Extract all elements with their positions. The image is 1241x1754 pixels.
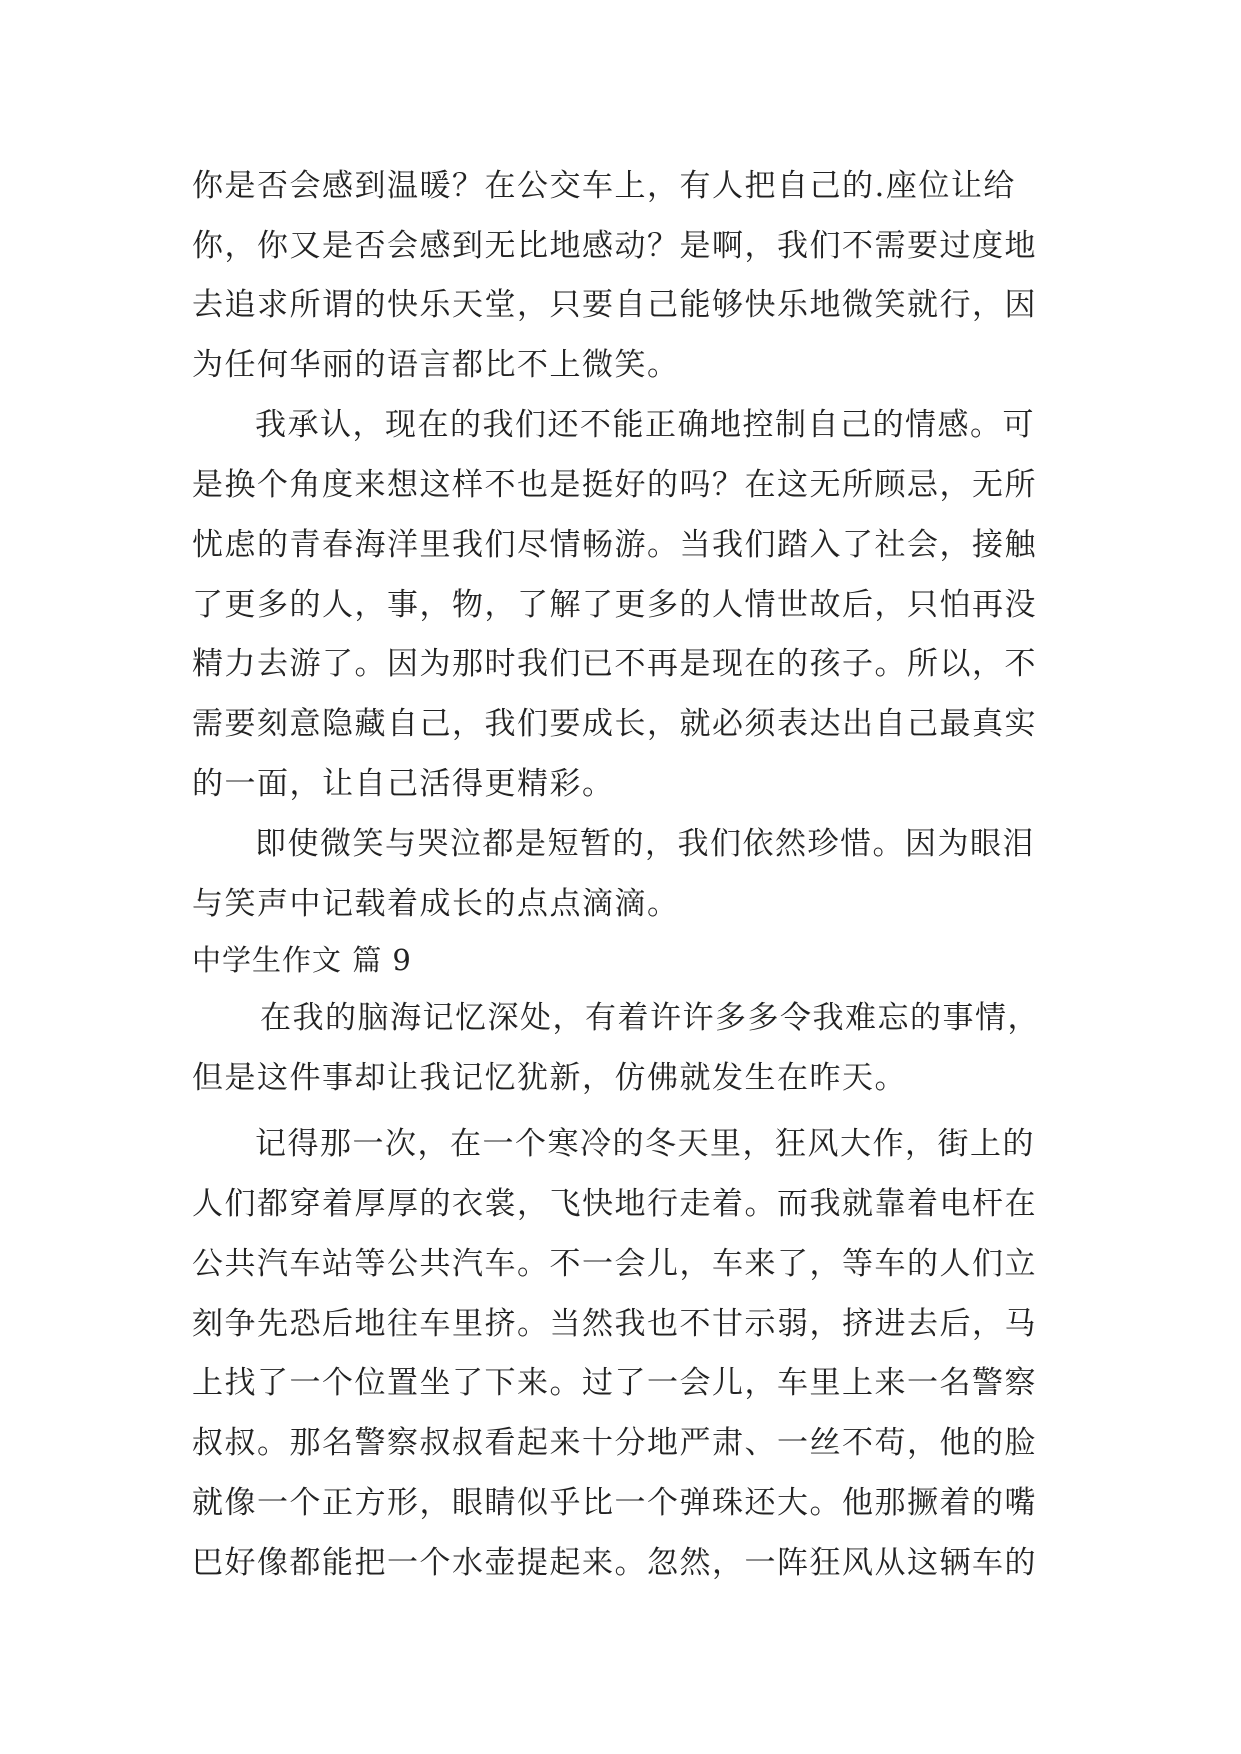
text-line: 即使微笑与哭泣都是短暂的，我们依然珍惜。因为眼泪 <box>255 826 1035 862</box>
text-line: 在我的脑海记忆深处，有着许许多多令我难忘的事情， <box>260 1000 1040 1036</box>
text-line: 人们都穿着厚厚的衣裳，飞快地行走着。而我就靠着电杆在 <box>192 1186 1037 1222</box>
text-line: 巴好像都能把一个水壶提起来。忽然，一阵狂风从这辆车的 <box>192 1545 1037 1581</box>
text-line: 与笑声中记载着成长的点点滴滴。 <box>192 886 680 922</box>
text-line: 就像一个正方形，眼睛似乎比一个弹珠还大。他那撅着的嘴 <box>192 1485 1037 1521</box>
text-line: 是换个角度来想这样不也是挺好的吗？在这无所顾忌，无所 <box>192 467 1037 503</box>
text-line: 但是这件事却让我记忆犹新，仿佛就发生在昨天。 <box>192 1060 907 1096</box>
text-line: 我承认，现在的我们还不能正确地控制自己的情感。可 <box>255 407 1035 443</box>
text-line: 叔叔。那名警察叔叔看起来十分地严肃、一丝不苟，他的脸 <box>192 1425 1037 1461</box>
section-heading: 中学生作文 篇 9 <box>192 943 412 977</box>
text-line: 公共汽车站等公共汽车。不一会儿，车来了，等车的人们立 <box>192 1246 1037 1282</box>
text-line: 你，你又是否会感到无比地感动？是啊，我们不需要过度地 <box>192 228 1037 264</box>
text-line: 需要刻意隐藏自己，我们要成长，就必须表达出自己最真实 <box>192 706 1037 742</box>
text-line: 记得那一次，在一个寒冷的冬天里，狂风大作，街上的 <box>255 1126 1035 1162</box>
text-line: 为任何华丽的语言都比不上微笑。 <box>192 347 680 383</box>
text-line: 上找了一个位置坐了下来。过了一会儿，车里上来一名警察 <box>192 1365 1037 1401</box>
text-line: 你是否会感到温暖？在公交车上，有人把自己的.座位让给 <box>192 168 1016 204</box>
text-line: 忧虑的青春海洋里我们尽情畅游。当我们踏入了社会，接触 <box>192 527 1037 563</box>
text-line: 了更多的人，事，物，了解了更多的人情世故后，只怕再没 <box>192 587 1037 623</box>
text-line: 去追求所谓的快乐天堂，只要自己能够快乐地微笑就行，因 <box>192 287 1037 323</box>
text-line: 的一面，让自己活得更精彩。 <box>192 766 615 802</box>
text-line: 刻争先恐后地往车里挤。当然我也不甘示弱，挤进去后，马 <box>192 1306 1037 1342</box>
text-line: 精力去游了。因为那时我们已不再是现在的孩子。所以，不 <box>192 646 1037 682</box>
